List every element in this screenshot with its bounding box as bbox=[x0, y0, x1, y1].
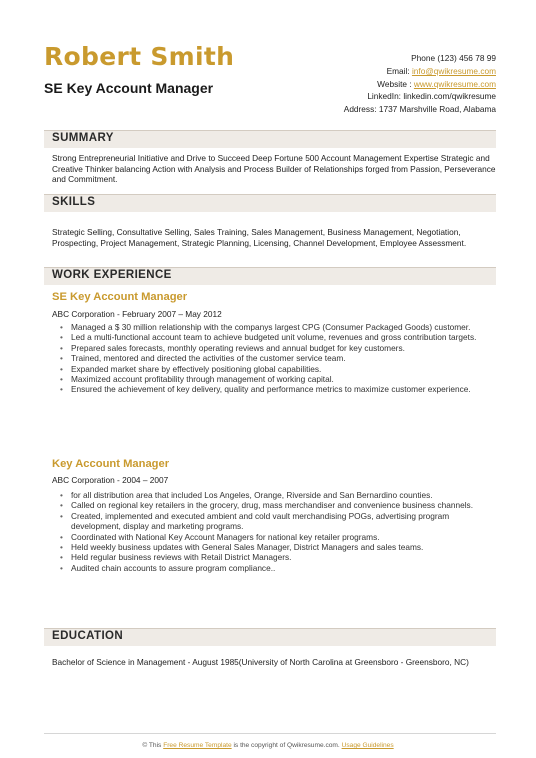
email-link[interactable]: info@qwikresume.com bbox=[411, 65, 496, 76]
candidate-name: Robert Smith bbox=[44, 42, 235, 71]
list-item: • Created, implemented and executed ambient and cold vault merchandising POGs, advertising program development, display and marketing programs. bbox=[60, 511, 496, 532]
list-item: • Held regular business reviews with Retail District Managers. bbox=[60, 552, 496, 562]
candidate-title: SE Key Account Manager bbox=[44, 80, 214, 96]
footer-prefix: © This bbox=[142, 742, 162, 749]
address-value: 1737 Marshville Road, Alabama bbox=[378, 104, 496, 115]
list-item: • Prepared sales forecasts, monthly operating reviews and annual budget for key customers. bbox=[60, 343, 496, 353]
job-2-bullets bbox=[60, 490, 496, 573]
list-item: • Coordinated with National Key Account Managers for national key retailer programs. bbox=[60, 532, 496, 542]
list-item: • Maximized account profitability through management of working capital. bbox=[60, 374, 496, 384]
list-item: • Expanded market share by effectively positioning global capabilities. bbox=[60, 364, 496, 374]
footer bbox=[0, 742, 536, 749]
skills-section-header bbox=[44, 194, 496, 212]
footer-divider bbox=[44, 733, 496, 734]
skills-heading: SKILLS bbox=[52, 196, 96, 208]
summary-section-header bbox=[44, 130, 496, 148]
contact-email bbox=[344, 65, 496, 78]
contact-address bbox=[344, 103, 496, 116]
email-label: Email: bbox=[386, 65, 410, 76]
education-heading: EDUCATION bbox=[52, 630, 124, 642]
list-item: • Led a multi-functional account team to achieve budgeted unit volume, revenues and gross contribution targets. bbox=[60, 332, 496, 342]
free-resume-template-link[interactable]: Free Resume Template bbox=[163, 742, 232, 749]
job-2-org: ABC Corporation - 2004 – 2007 bbox=[52, 475, 169, 485]
footer-middle: is the copyright of Qwikresume.com. bbox=[233, 742, 340, 749]
list-item: • Ensured the achievement of key delivery, quality and performance metrics to maximize customer experience. bbox=[60, 384, 496, 394]
list-item: • for all distribution area that included Los Angeles, Orange, Riverside and San Bernardino counties. bbox=[60, 490, 496, 500]
experience-section-header bbox=[44, 267, 496, 285]
list-item: • Called on regional key retailers in the grocery, drug, mass merchandiser and convenience business channels. bbox=[60, 500, 496, 510]
summary-heading: SUMMARY bbox=[52, 132, 114, 144]
usage-guidelines-link[interactable]: Usage Guidelines bbox=[341, 742, 394, 749]
phone-label: Phone bbox=[411, 53, 436, 63]
education-section-header bbox=[44, 628, 496, 646]
job-1-org: ABC Corporation - February 2007 – May 2012 bbox=[52, 309, 222, 319]
job-1-role: SE Key Account Manager bbox=[52, 291, 188, 303]
job-2-role: Key Account Manager bbox=[52, 458, 170, 470]
experience-heading: WORK EXPERIENCE bbox=[52, 269, 172, 281]
website-link[interactable]: www.qwikresume.com bbox=[413, 78, 496, 89]
linkedin-label: LinkedIn: bbox=[367, 91, 401, 102]
contact-block bbox=[344, 52, 496, 116]
list-item: • Held weekly business updates with General Sales Manager, District Managers and sales teams. bbox=[60, 542, 496, 552]
contact-phone bbox=[344, 52, 496, 65]
list-item: • Trained, mentored and directed the activities of the customer service team. bbox=[60, 353, 496, 363]
list-item: • Managed a $ 30 million relationship with the companys largest CPG (Consumer Packaged Goods) customer. bbox=[60, 322, 496, 332]
skills-text: Strategic Selling, Consultative Selling, Sales Training, Sales Management, Business Management, Negotiation, Prospecting, Project Management, Strategic Planning, Licensing, Channel Development, Employee Assessment. bbox=[52, 227, 467, 248]
education-text: Bachelor of Science in Management - August 1985(University of North Carolina at Greensboro - Greensboro, NC) bbox=[52, 657, 469, 667]
contact-linkedin bbox=[344, 90, 496, 103]
list-item: • Audited chain accounts to assure program compliance.. bbox=[60, 563, 496, 573]
summary-text: Strong Entrepreneurial Initiative and Drive to Succeed Deep Fortune 500 Account Management Expertise Strategic and Creative Thinker balancing Action with Analysis and Process Builder of Relationships forged from Passion, Perseverance and Commitment. bbox=[52, 153, 496, 185]
job-1-bullets bbox=[60, 322, 496, 395]
address-label: Address: bbox=[343, 104, 377, 115]
contact-website bbox=[344, 78, 496, 91]
linkedin-value: linkedin.com/qwikresume bbox=[403, 91, 496, 102]
website-label: Website : bbox=[377, 78, 412, 89]
phone-value: (123) 456 78 99 bbox=[437, 53, 496, 63]
